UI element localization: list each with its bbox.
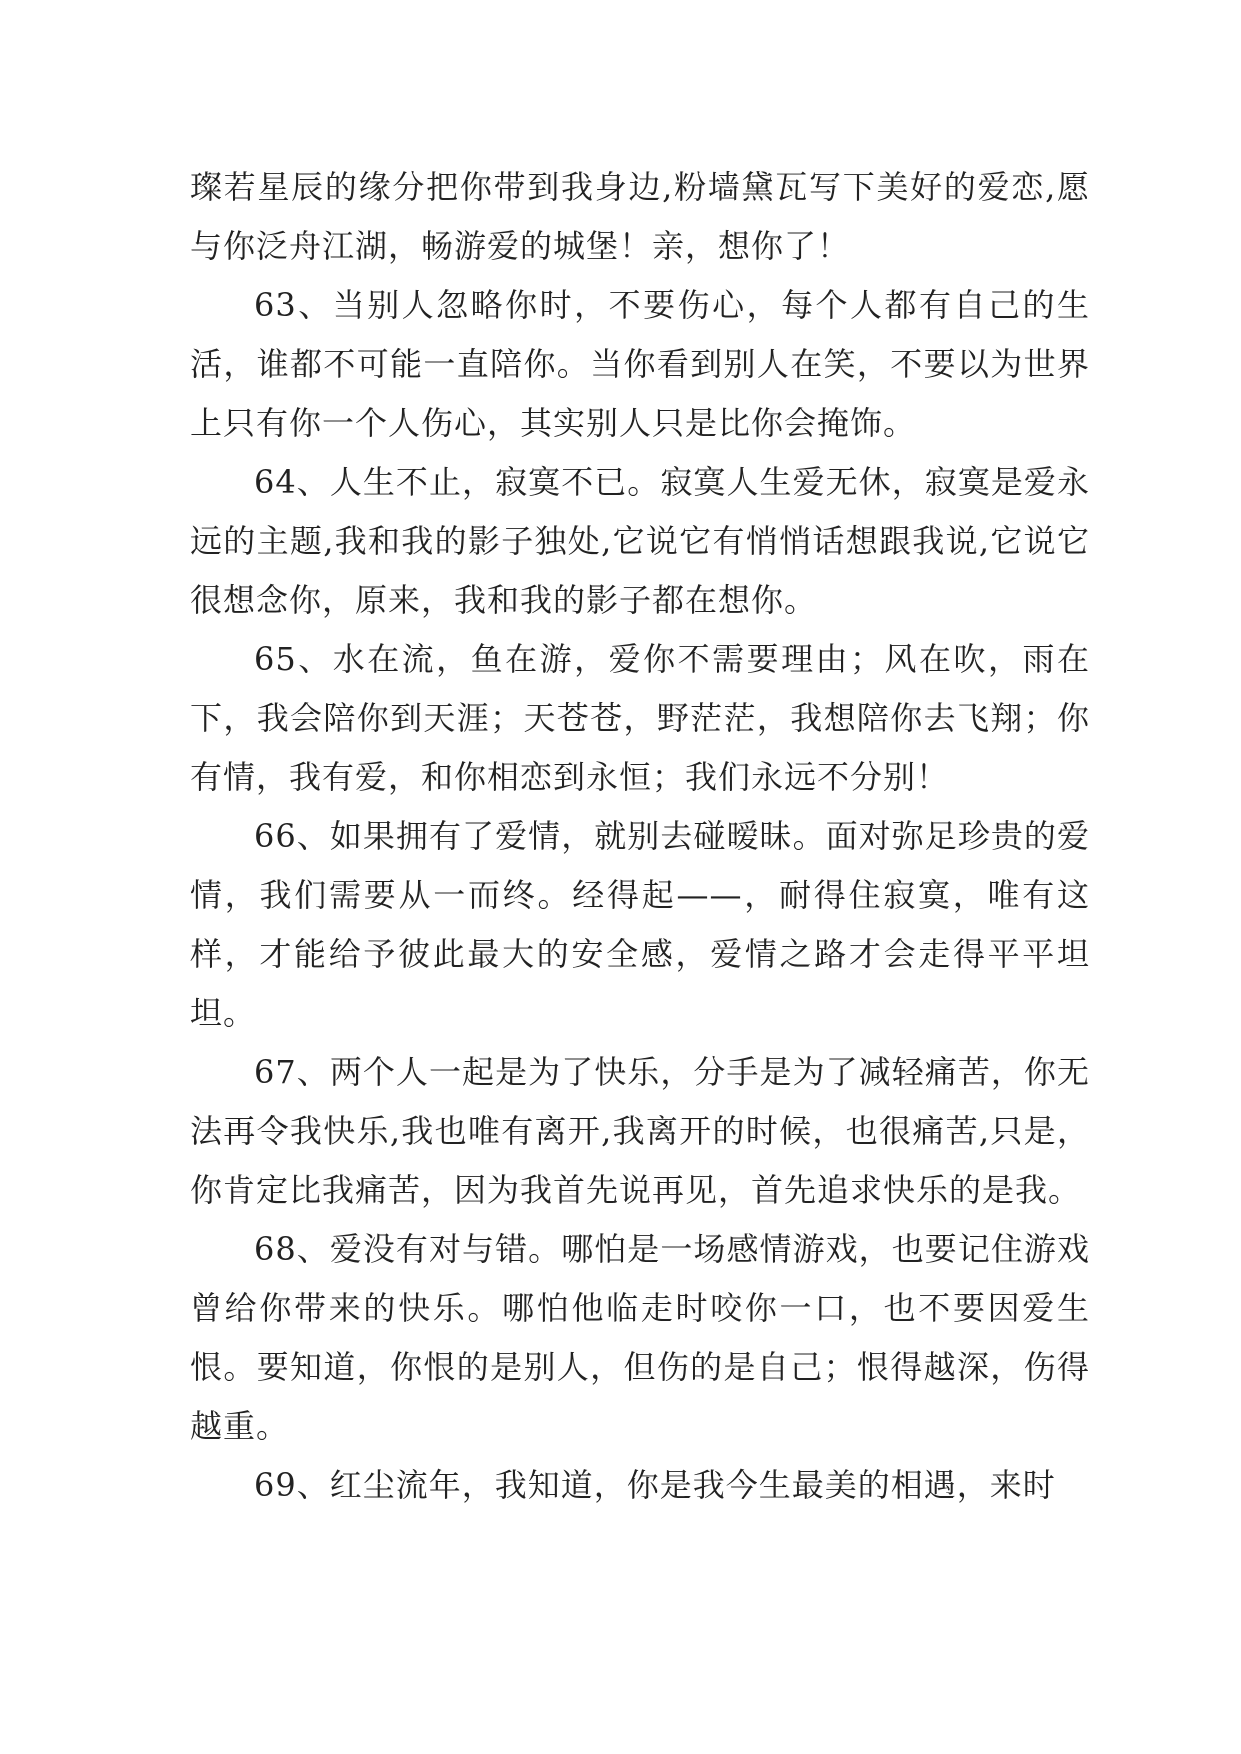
paragraph-69: 69、红尘流年，我知道，你是我今生最美的相遇，来时 — [254, 1466, 1056, 1504]
paragraph-64: 64、人生不止，寂寞不已。寂寞人生爱无休，寂寞是爱永远的主题,我和我的影子独处,它说它有悄悄话想跟我说,它说它很想念你，原来，我和我的影子都在想你。 — [190, 463, 1090, 619]
paragraph-63: 63、当别人忽略你时，不要伤心，每个人都有自己的生活，谁都不可能一直陪你。当你看到别人在笑，不要以为世界上只有你一个人伤心，其实别人只是比你会掩饰。 — [190, 286, 1090, 442]
paragraph-66: 66、如果拥有了爱情，就别去碰暧昧。面对弥足珍贵的爱情，我们需要从一而终。经得起——，耐得住寂寞，唯有这样，才能给予彼此最大的安全感，爱情之路才会走得平平坦坦。 — [190, 817, 1090, 1032]
document-body — [190, 158, 1090, 1515]
paragraph-67: 67、两个人一起是为了快乐，分手是为了减轻痛苦，你无法再令我快乐,我也唯有离开,我离开的时候，也很痛苦,只是，你肯定比我痛苦，因为我首先说再见，首先追求快乐的是我。 — [190, 1053, 1090, 1209]
paragraph-65: 65、水在流，鱼在游，爱你不需要理由；风在吹，雨在下，我会陪你到天涯；天苍苍，野茫茫，我想陪你去飞翔；你有情，我有爱，和你相恋到永恒；我们永远不分别！ — [190, 640, 1090, 796]
paragraph-68: 68、爱没有对与错。哪怕是一场感情游戏，也要记住游戏曾给你带来的快乐。哪怕他临走时咬你一口，也不要因爱生恨。要知道，你恨的是别人，但伤的是自己；恨得越深，伤得越重。 — [190, 1230, 1090, 1445]
paragraph-continuation: 璨若星辰的缘分把你带到我身边,粉墙黛瓦写下美好的爱恋,愿与你泛舟江湖，畅游爱的城堡！亲，想你了！ — [190, 168, 1090, 265]
